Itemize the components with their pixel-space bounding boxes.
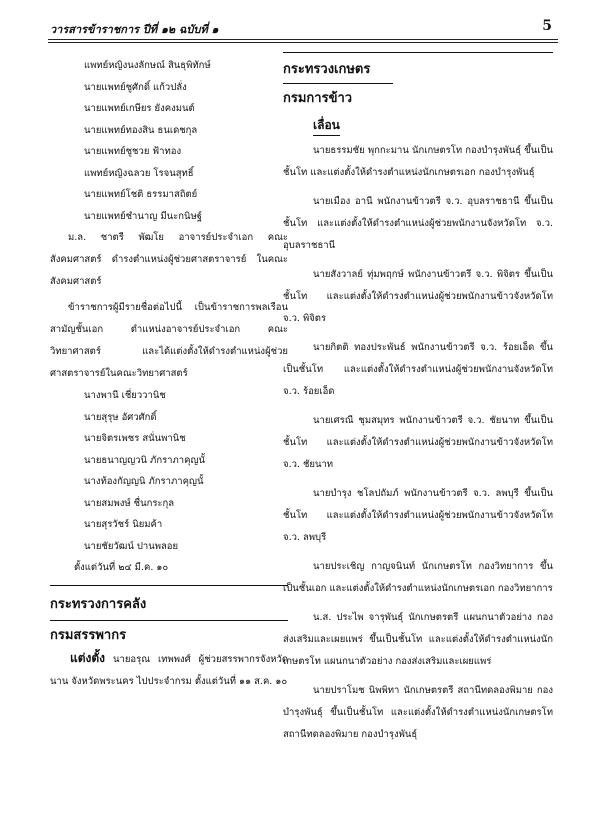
list-item: นายสุรุษ อัศวศักดิ์ [84, 411, 157, 423]
list-item: นายจิตรเพชร สนั่นพานิช [84, 433, 186, 444]
ministry-heading: กระทรวงการคลัง [50, 597, 147, 612]
list-item: นายชัยวัฒน์ ปานพลอย [84, 540, 179, 552]
department-heading: กรมการข้าว [283, 91, 353, 106]
list-item: นายธนาญญวนิ ภักราภาคุญนั้ [84, 454, 206, 466]
promotion-paragraph: นายกิตติ ทองประพันธ์ พนักงานข้าวตรี จ.ว. ร้อยเอ็ด ขึ้นเป็นชั้นโท และแต่งตั้งให้ดำรงตำแหน่งผู้ช่วยพนักงานจังหวัดโท จ.ว. ร้อยเอ็ด [283, 342, 553, 397]
paragraph-social-science: ม.ล. ชาตรี พัฒโย อาจารย์ประจำเอก คณะสังคมศาสตร์ ดำรงตำแหน่งผู้ช่วยศาสตราจารย์ ในคณะสังคมศาสตร์ [50, 232, 288, 287]
section-rule [283, 52, 553, 53]
paragraph-text: นายอรุณ เทพพงศ์ ผู้ช่วยสรรพากรจังหวัดนาน จังหวัดพระนคร ไปประจำกรม ตั้งแต่วันที่ ๑๑ ส.ค. ๑๐ [50, 654, 288, 687]
department-heading: กรมสรรพากร [50, 628, 127, 643]
list-item: แพทย์หญิงฉลวย โรจนสุทธิ์ [84, 167, 194, 179]
promotion-paragraph: นายบำรุง ชโลปถัมภ์ พนักงานข้าวตรี จ.ว. ลพบุรี ขึ้นเป็นชั้นโท และแต่งตั้งให้ดำรงตำแหน่งผู้ช่วยพนักงานข้าวจังหวัดโท จ.ว. ลพบุรี [283, 488, 553, 543]
list-item: นายแพทย์ชำนาญ มีนะกนิษฐ์ [84, 210, 202, 222]
list-item: นายแพทย์เกษียร ยังคงมนต์ [84, 103, 195, 114]
right-column [283, 52, 553, 746]
list-item: นายแพทย์โชติ ธรรมาสถิตย์ [84, 189, 198, 200]
header-rule-bottom [48, 42, 558, 43]
effective-date: ตั้งแต่วันที่ ๒๔ มี.ค. ๑๐ [74, 562, 169, 573]
promotion-paragraph: นายเมือง อานี พนักงานข้าวตรี จ.ว. อุบลราชธานี ขึ้นเป็นชั้นโท และแต่งตั้งให้ดำรงตำแหน่งผู้ช่วยพนักงานจังหวัดโท จ.ว. อุบลราชธานี [283, 196, 553, 251]
action-label: แต่งตั้ง [70, 651, 106, 665]
name-list-medical [50, 55, 288, 227]
name-list-science [50, 385, 288, 557]
list-item: นายแพทย์ชูชวย ฟ้าทอง [84, 146, 182, 157]
list-item: นายสมพงษ์ ชื่นกระกุล [84, 497, 175, 509]
ministry-heading: กระทรวงเกษตร [283, 62, 371, 77]
list-item: แพทย์หญิงนงลักษณ์ สินธุพิทักษ์ [84, 60, 211, 71]
promotion-paragraph: นายประเชิญ กาญจนินท์ นักเกษตรโท กองวิทยาการ ขึ้นเป็นชั้นเอก และแต่งตั้งให้ดำรงตำแหน่งนักเกษตรเอก กองวิทยาการ [283, 561, 553, 594]
list-item: นางพานี เชี่ยววานิช [84, 390, 166, 401]
ministry-underline [283, 83, 393, 84]
running-head: วารสารข้าราชการ ปีที่ ๑๒ ฉบับที่ ๑ [50, 23, 219, 36]
left-column [50, 52, 288, 693]
ministry-underline [50, 620, 288, 621]
action-heading: เลื่อน [313, 116, 340, 136]
paragraph-science: ข้าราชการผู้มีรายชื่อต่อไปนี้ เป็นข้าราชการพลเรือนสามัญชั้นเอก ตำแหน่งอาจารย์ประจำเอก คณะวิทยาศาสตร์ และได้แต่งตั้งให้ดำรงตำแหน่งผู้ช่วยศาสตราจารย์ในคณะวิทยาศาสตร์ [50, 302, 288, 379]
promotion-paragraph: นายธรรมชัย พุกกะมาน นักเกษตรโท กองบำรุงพันธุ์ ขึ้นเป็นชั้นโท และแต่งตั้งให้ดำรงตำแหน่งนักเกษตรเอก กองบำรุงพันธุ์ [283, 145, 553, 178]
page-number: 5 [542, 18, 552, 34]
paragraph-revenue [50, 647, 288, 693]
promotion-paragraph: นายเศรณี ชุมสมุทร พนักงานข้าวตรี จ.ว. ชัยนาท ขึ้นเป็นชั้นโท และแต่งตั้งให้ดำรงตำแหน่งผู้ช่วยพนักงานข้าวจังหวัดโท จ.ว. ชัยนาท [283, 415, 553, 470]
list-item: นางท้องกัญญนิ ภักราภาคุญนั้ [84, 476, 204, 487]
list-item: นายแพทย์ทองสิน ธนเดชกุล [84, 124, 198, 136]
header-rule-top [48, 39, 558, 40]
section-divider [50, 585, 288, 586]
promotion-paragraph: น.ส. ประไพ จารุพันธุ์ นักเกษตรตรี แผนกนาตัวอย่าง กองส่งเสริมและเผยแพร่ ขึ้นเป็นชั้นโท และแต่งตั้งให้ดำรงตำแหน่งนักเกษตรโท แผนกนาตัวอย่าง กองส่งเสริมและเผยแพร่ [283, 612, 553, 667]
list-item: นายแพทย์ชูศักดิ์ แก้วปลั่ง [84, 81, 187, 93]
list-item: นายสุรวัชร์ นิยมค้า [84, 519, 163, 530]
promotion-paragraph: นายปราโมช นิพพิทา นักเกษตรตรี สถานีทดลองพิมาย กองบำรุงพันธุ์ ขึ้นเป็นชั้นโท และแต่งตั้งให้ดำรงตำแหน่งนักเกษตรโท สถานีทดลองพิมาย กองบำรุงพันธุ์ [283, 685, 553, 740]
promotion-paragraph: นายสังวาลย์ ทุ่มพฤกษ์ พนักงานข้าวตรี จ.ว. พิจิตร ขึ้นเป็นชั้นโท และแต่งตั้งให้ดำรงตำแหน่งผู้ช่วยพนักงานข้าวจังหวัดโท จ.ว. พิจิตร [283, 269, 553, 324]
